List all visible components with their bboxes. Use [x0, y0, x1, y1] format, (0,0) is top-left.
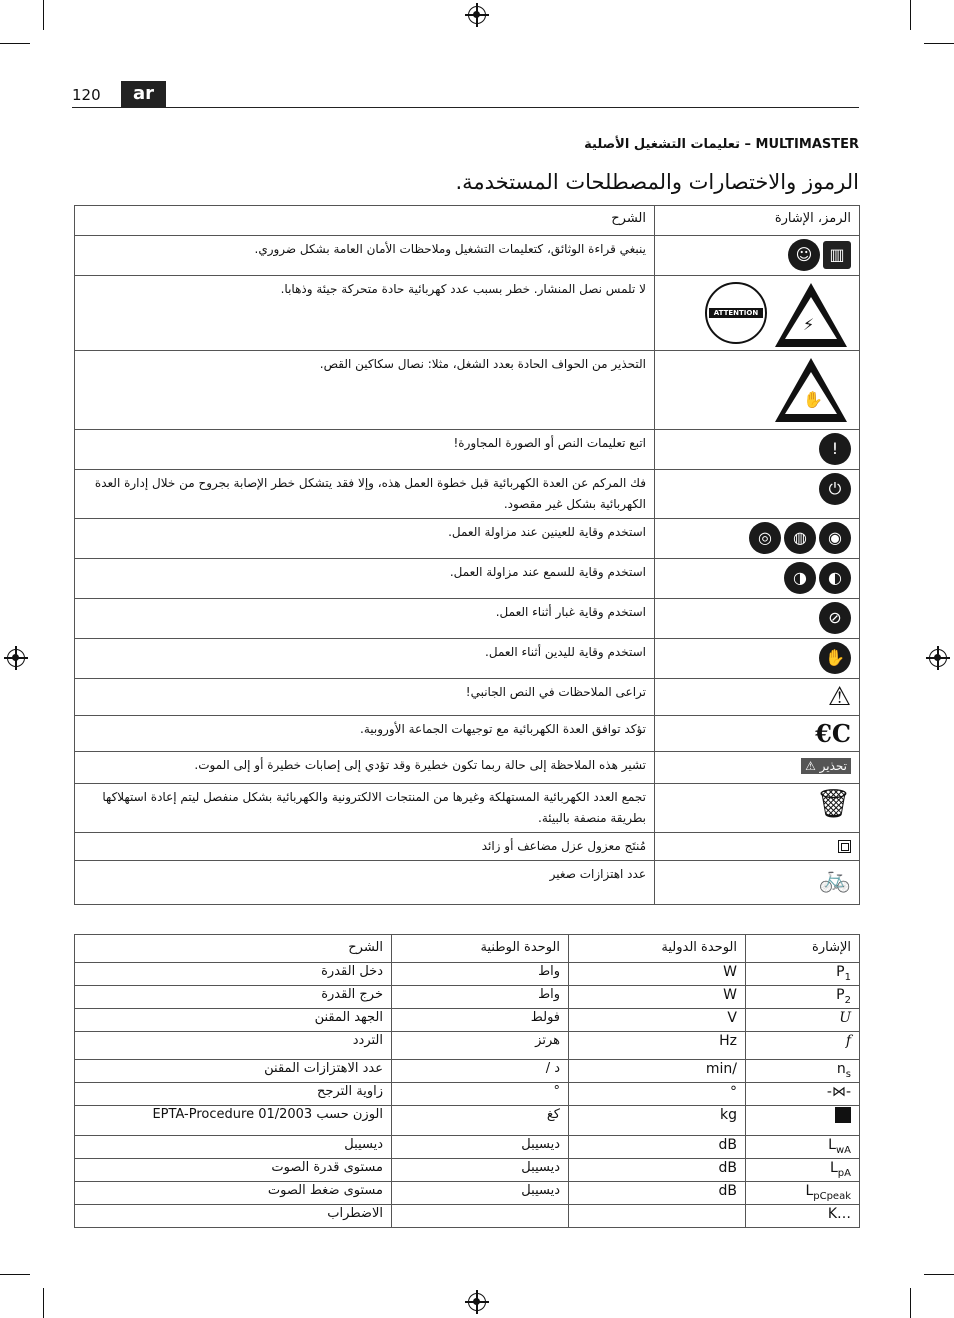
oscillation-angle-icon: -⋈- — [826, 1084, 851, 1100]
sharp-edge-warning-icon: ✋ — [775, 358, 847, 422]
explanation-cell: التردد — [75, 1032, 392, 1060]
face-shield-icon: ◍ — [784, 522, 816, 554]
column-header-symbol: الرمز، الإشارة — [655, 206, 860, 236]
row-text: لا تلمس نصل المنشار. خطر بسبب عدد كهربائية حادة متحركة جيئة وذهابا. — [75, 276, 655, 351]
table-row — [75, 1205, 860, 1228]
caution-triangle-icon: ⚠ — [827, 682, 851, 712]
registration-mark-icon — [468, 1293, 486, 1311]
explanation-cell: زاوية الترجح — [75, 1083, 392, 1106]
symbol-cell — [746, 1083, 860, 1106]
table-row — [75, 1083, 860, 1106]
table-row — [75, 470, 860, 519]
crop-mark — [910, 0, 911, 30]
ce-mark-icon: C€ — [815, 719, 851, 748]
symbol-cell: $P_1$ — [746, 963, 860, 986]
danger-triangle-icon: ⚡ — [775, 283, 847, 347]
table-header-row — [75, 935, 860, 963]
symbol-cell: $L_{wA}$ — [746, 1136, 860, 1159]
row-text: تشير هذه الملاحظة إلى حالة ربما تكون خطيرة وقد تؤدي إلى إصابات خطيرة أو إلى الموت. — [75, 752, 655, 784]
explanation-cell: مستوى قدرة الصوت — [75, 1159, 392, 1182]
si-unit-cell: dB — [569, 1159, 746, 1182]
page-number: 120 — [72, 86, 101, 104]
crop-mark — [924, 43, 954, 44]
table-row — [75, 276, 860, 351]
symbol-cell: K… — [746, 1205, 860, 1228]
language-tab: ar — [121, 81, 166, 107]
si-unit-cell: min/ — [569, 1060, 746, 1083]
national-unit-cell: ديسيبل — [392, 1136, 569, 1159]
goggles-icon: ◉ — [819, 522, 851, 554]
national-unit-cell: واط — [392, 963, 569, 986]
row-icons — [655, 599, 860, 639]
table-row — [75, 833, 860, 861]
national-unit-cell: ديسيبل — [392, 1182, 569, 1205]
table-row — [75, 351, 860, 430]
crop-mark — [43, 1288, 44, 1318]
read-instructions-icon: ☺ — [788, 239, 820, 271]
table-row — [75, 639, 860, 679]
row-icons — [655, 559, 860, 599]
crop-mark — [910, 1288, 911, 1318]
crop-mark — [43, 0, 44, 30]
row-icons — [655, 351, 860, 430]
symbol-cell — [746, 1106, 860, 1136]
symbol-cell: U — [746, 1009, 860, 1032]
double-insulation-icon — [838, 840, 851, 853]
explanation-cell: الوزن حسب EPTA-Procedure 01/2003 — [75, 1106, 392, 1136]
safety-glasses-icon: ◎ — [749, 522, 781, 554]
national-unit-cell: هرتز — [392, 1032, 569, 1060]
oscillation-icon: 🚲 — [818, 864, 851, 894]
table-row — [75, 1136, 860, 1159]
column-header-explanation: الشرح — [75, 206, 655, 236]
si-unit-cell: dB — [569, 1182, 746, 1205]
table-row — [75, 963, 860, 986]
unplug-icon: ⏻ — [819, 473, 851, 505]
header-rule — [72, 107, 859, 108]
explanation-cell: مستوى ضغط الصوت — [75, 1182, 392, 1205]
si-unit-cell: dB — [569, 1136, 746, 1159]
national-unit-cell: واط — [392, 986, 569, 1009]
column-header-si-unit: الوحدة الدولية — [569, 935, 746, 963]
table-row — [75, 1159, 860, 1182]
national-unit-cell: كغ — [392, 1106, 569, 1136]
exclamation-icon: ! — [819, 433, 851, 465]
crop-mark — [0, 1274, 30, 1275]
explanation-cell: عدد الاهتزازات المقنن — [75, 1060, 392, 1083]
table-row — [75, 1106, 860, 1136]
row-icons — [655, 639, 860, 679]
row-text: استخدم وقاية لليدين أثناء العمل. — [75, 639, 655, 679]
national-unit-cell: د / — [392, 1060, 569, 1083]
si-unit-cell: W — [569, 986, 746, 1009]
table-row — [75, 599, 860, 639]
si-unit-cell: V — [569, 1009, 746, 1032]
si-unit-cell: W — [569, 963, 746, 986]
si-unit-cell: ° — [569, 1083, 746, 1106]
table-row — [75, 716, 860, 752]
symbol-cell: f — [746, 1032, 860, 1060]
table-row — [75, 559, 860, 599]
table-row — [75, 1182, 860, 1205]
table-row — [75, 1032, 860, 1060]
row-text: اتبع تعليمات النص أو الصورة المجاورة! — [75, 430, 655, 470]
row-icons — [655, 236, 860, 276]
column-header-explanation: الشرح — [75, 935, 392, 963]
registration-mark-icon — [7, 649, 25, 667]
row-icons — [655, 784, 860, 833]
national-unit-cell: فولط — [392, 1009, 569, 1032]
row-text: مُنتَج معزول عزل مضاعف أو زائد — [75, 833, 655, 861]
row-text: تراعى الملاحظات في النص الجانبي! — [75, 679, 655, 716]
row-text: ينبغي قراءة الوثائق، كتعليمات التشغيل وملاحظات الأمان العامة بشكل ضروري. — [75, 236, 655, 276]
table-row — [75, 1060, 860, 1083]
warning-label-icon: تحذير ⚠ — [801, 758, 851, 774]
symbol-cell: $n_s$ — [746, 1060, 860, 1083]
row-text: استخدم وقاية للعينين عند مزاولة العمل. — [75, 519, 655, 559]
national-unit-cell — [392, 1205, 569, 1228]
si-unit-cell — [569, 1205, 746, 1228]
row-text: تؤكد توافق العدة الكهربائية مع توجيهات الجماعة الأوروبية. — [75, 716, 655, 752]
row-text: تجمع العدد الكهربائية المستهلكة وغيرها من المنتجات الالكترونية والكهربائية بشكل منفصل ليتم إعادة استهلاكها بطريقة منصفة بالبيئة. — [75, 784, 655, 833]
si-unit-cell: kg — [569, 1106, 746, 1136]
national-unit-cell: ديسيبل — [392, 1159, 569, 1182]
row-text: استخدم وقاية غبار أثناء العمل. — [75, 599, 655, 639]
row-text: استخدم وقاية للسمع عند مزاولة العمل. — [75, 559, 655, 599]
national-unit-cell: ° — [392, 1083, 569, 1106]
table-row — [75, 679, 860, 716]
crop-mark — [924, 1274, 954, 1275]
table-header-row — [75, 206, 860, 236]
table-row — [75, 519, 860, 559]
row-icons — [655, 716, 860, 752]
symbol-cell: $L_{pCpeak}$ — [746, 1182, 860, 1205]
explanation-cell: دخل القدرة — [75, 963, 392, 986]
document-title: MULTIMASTER – تعليمات التشغيل الأصلية — [584, 137, 859, 152]
explanation-cell: ديسيبل — [75, 1136, 392, 1159]
column-header-symbol: الإشارة — [746, 935, 860, 963]
explanation-cell: الجهد المقنن — [75, 1009, 392, 1032]
weight-icon — [835, 1107, 851, 1123]
row-icons — [655, 861, 860, 905]
crop-mark — [0, 43, 30, 44]
table-row — [75, 752, 860, 784]
attention-blade-icon: ATTENTION — [705, 282, 767, 344]
registration-mark-icon — [929, 649, 947, 667]
explanation-cell: الاضطراب — [75, 1205, 392, 1228]
row-icons — [655, 833, 860, 861]
row-icons — [655, 276, 860, 351]
row-text: عدد اهتزازات صغير — [75, 861, 655, 905]
symbols-table — [74, 205, 860, 905]
table-row — [75, 430, 860, 470]
manual-icon: ▥ — [823, 241, 851, 269]
symbol-cell: $P_2$ — [746, 986, 860, 1009]
table-row — [75, 784, 860, 833]
table-row — [75, 861, 860, 905]
ear-muff-icon: ◑ — [784, 562, 816, 594]
units-table — [74, 934, 860, 1228]
gloves-icon: ✋ — [819, 642, 851, 674]
registration-mark-icon — [468, 6, 486, 24]
column-header-national-unit: الوحدة الوطنية — [392, 935, 569, 963]
row-icons — [655, 470, 860, 519]
si-unit-cell: Hz — [569, 1032, 746, 1060]
ear-protection-icon: ◐ — [819, 562, 851, 594]
row-icons — [655, 679, 860, 716]
dust-mask-icon: ⊘ — [819, 602, 851, 634]
symbol-cell: $L_{pA}$ — [746, 1159, 860, 1182]
table-row — [75, 1009, 860, 1032]
explanation-cell: خرج القدرة — [75, 986, 392, 1009]
row-text: التحذير من الحواف الحادة بعدد الشغل، مثلا: نصال سكاكين القص. — [75, 351, 655, 430]
row-text: فك المركم عن العدة الكهربائية قبل خطوة العمل هذه، وإلا فقد يتشكل خطر الإصابة بجروح من خلال إدارة العدة الكهربائية بشكل غير مقصود. — [75, 470, 655, 519]
row-icons — [655, 752, 860, 784]
row-icons — [655, 430, 860, 470]
table-row — [75, 236, 860, 276]
table-row — [75, 986, 860, 1009]
row-icons — [655, 519, 860, 559]
crossed-bin-icon: 🗑 — [815, 787, 851, 820]
section-heading: الرموز والاختصارات والمصطلحات المستخدمة. — [455, 170, 859, 194]
